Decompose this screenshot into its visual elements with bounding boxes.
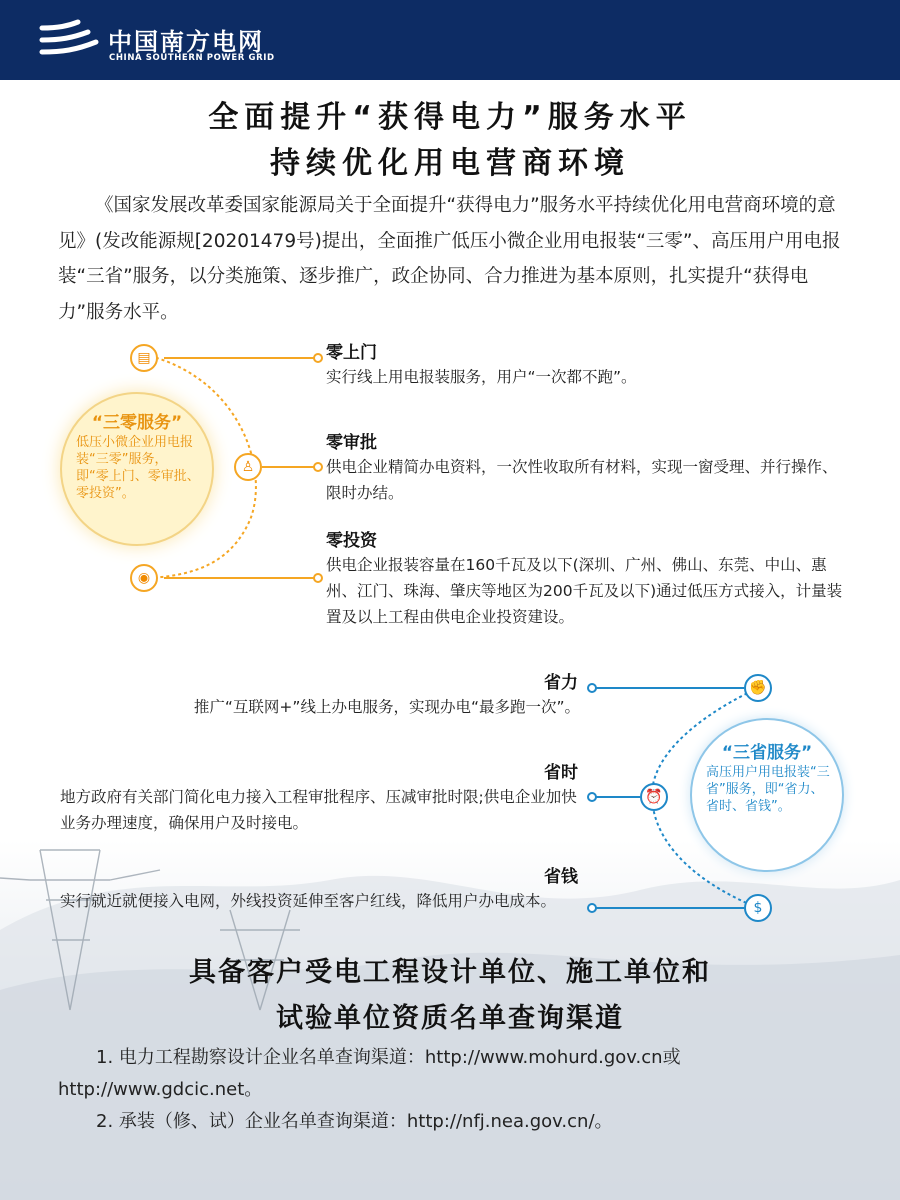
save-effort-title: 省力	[544, 673, 578, 693]
alarm-clock-icon: ⏰	[640, 783, 668, 811]
zero-investment-title: 零投资	[326, 531, 377, 551]
save-time-desc: 地方政府有关部门简化电力接入工程审批程序、压减审批时限;供电企业加快业务办理速度，确保用户及时接电。	[60, 788, 577, 832]
save-effort-desc: 推广“互联网+”线上办电服务，实现办电“最多跑一次”。	[193, 698, 580, 716]
zero-visit-desc: 实行线上用电报装服务，用户“一次都不跑”。	[326, 368, 637, 386]
three-zero-bubble-text: 低压小微企业用电报装“三零”服务，即“零上门、零审批、零投资”。	[76, 435, 200, 501]
zero-investment-desc: 供电企业报装容量在160千瓦及以下(深圳、广州、佛山、东莞、中山、惠州、江门、珠海、肇庆等地区为200千瓦及以下)通过低压方式接入，计量装置及以上工程由供电企业投资建设。	[326, 556, 843, 626]
money-bag-icon: $	[744, 894, 772, 922]
storefront-icon: ▤	[130, 344, 158, 372]
logo-english-name: CHINA SOUTHERN POWER GRID	[109, 53, 275, 63]
zero-approval-title: 零审批	[326, 433, 377, 453]
query-line-1-cont: http://www.gdcic.net。	[58, 1079, 263, 1100]
zero-approval-desc: 供电企业精简办电资料，一次性收取所有材料，实现一窗受理、并行操作、限时办结。	[326, 458, 838, 502]
coins-hand-icon: ◉	[130, 564, 158, 592]
query-title-line1: 具备客户受电工程设计单位、施工单位和	[189, 957, 711, 988]
three-save-bubble-text: 高压用户用电报装“三省”服务，即“省力、省时、省钱”。	[706, 765, 830, 814]
page-title-line1: 全面提升“获得电力”服务水平	[208, 100, 692, 135]
save-time-title: 省时	[544, 763, 578, 783]
page-title-line2: 持续优化用电营商环境	[270, 146, 630, 181]
zero-visit-title: 零上门	[326, 343, 377, 363]
query-line-1: 1. 电力工程勘察设计企业名单查询渠道：http://www.mohurd.gov.cn或	[96, 1047, 681, 1068]
logo-chinese-name: 中国南方电网	[108, 28, 264, 56]
approval-stamp-icon: ♙	[234, 453, 262, 481]
query-line-2: 2. 承装（修、试）企业名单查询渠道：http://nfj.nea.gov.cn/。	[96, 1111, 613, 1132]
query-title-line2: 试验单位资质名单查询渠道	[276, 1003, 624, 1034]
three-save-bubble-title: “三省服务”	[721, 743, 813, 763]
save-money-title: 省钱	[544, 867, 578, 887]
three-zero-bubble-title: “三零服务”	[91, 413, 183, 433]
muscle-arm-icon: ✊	[744, 674, 772, 702]
intro-paragraph: 《国家发展改革委国家能源局关于全面提升“获得电力”服务水平持续优化用电营商环境的意见》(发改能源规[20201479号)提出，全面推广低压小微企业用电报装“三零”、高压用户用电报装“三省”服务，以分类施策、逐步推广，政企协同、合力推进为基本原则，扎实提升“获得电力”服务水平。	[58, 195, 841, 323]
save-money-desc: 实行就近就便接入电网，外线投资延伸至客户红线，降低用户办电成本。	[60, 892, 557, 910]
three-save-bubble	[690, 718, 844, 872]
